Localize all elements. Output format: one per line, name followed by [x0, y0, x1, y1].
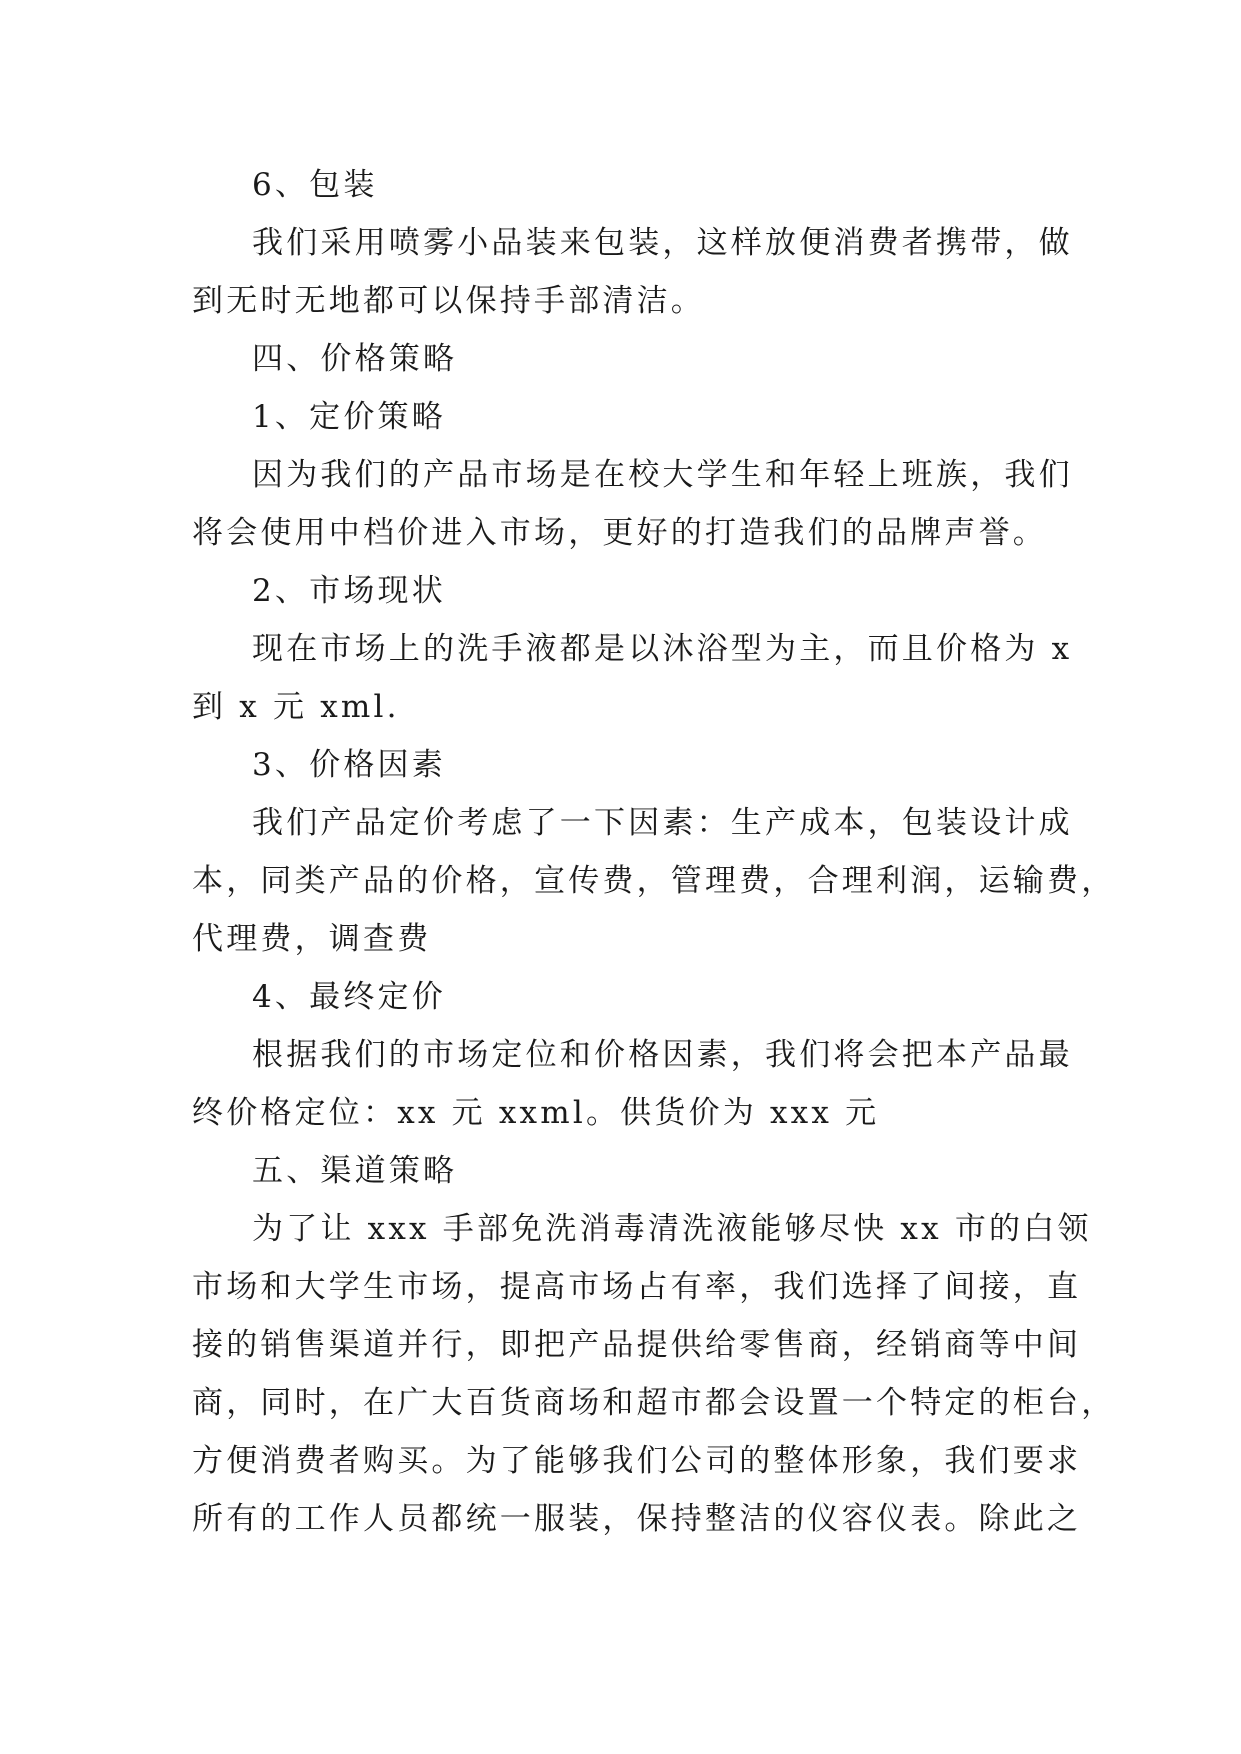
paragraph-line: 将会使用中档价进入市场，更好的打造我们的品牌声誉。: [192, 515, 1047, 551]
paragraph-line: 因为我们的产品市场是在校大学生和年轻上班族，我们: [252, 457, 1073, 493]
paragraph-line: 商，同时，在广大百货商场和超市都会设置一个特定的柜台，: [192, 1385, 1116, 1421]
paragraph-line: 到无时无地都可以保持手部清洁。: [192, 283, 705, 319]
paragraph-line: 所有的工作人员都统一服装，保持整洁的仪容仪表。除此之: [192, 1501, 1082, 1537]
paragraph-line: 到 x 元 xml.: [192, 689, 400, 725]
section-heading-packaging: 6、包装: [252, 167, 378, 203]
section-heading-price-factors: 3、价格因素: [252, 747, 446, 783]
paragraph-line: 方便消费者购买。为了能够我们公司的整体形象，我们要求: [192, 1443, 1082, 1479]
paragraph-line: 市场和大学生市场，提高市场占有率，我们选择了间接，直: [192, 1269, 1082, 1305]
section-heading-channel-strategy: 五、渠道策略: [252, 1153, 458, 1189]
section-heading-market-status: 2、市场现状: [252, 573, 446, 609]
paragraph-line: 我们产品定价考虑了一下因素：生产成本，包装设计成: [252, 805, 1073, 841]
paragraph-line: 我们采用喷雾小品装来包装，这样放便消费者携带，做: [252, 225, 1073, 261]
paragraph-line: 接的销售渠道并行，即把产品提供给零售商，经销商等中间: [192, 1327, 1082, 1363]
section-heading-pricing-strategy: 四、价格策略: [252, 341, 458, 377]
paragraph-line: 终价格定位：xx 元 xxml。供货价为 xxx 元: [192, 1095, 880, 1131]
paragraph-line: 为了让 xxx 手部免洗消毒清洗液能够尽快 xx 市的白领: [252, 1211, 1092, 1247]
paragraph-line: 现在市场上的洗手液都是以沐浴型为主，而且价格为 x: [252, 631, 1073, 667]
section-heading-pricing-policy: 1、定价策略: [252, 399, 446, 435]
paragraph-line: 代理费，调查费: [192, 921, 432, 957]
paragraph-line: 根据我们的市场定位和价格因素，我们将会把本产品最: [252, 1037, 1073, 1073]
paragraph-line: 本，同类产品的价格，宣传费，管理费，合理利润，运输费，: [192, 863, 1116, 899]
section-heading-final-price: 4、最终定价: [252, 979, 446, 1015]
